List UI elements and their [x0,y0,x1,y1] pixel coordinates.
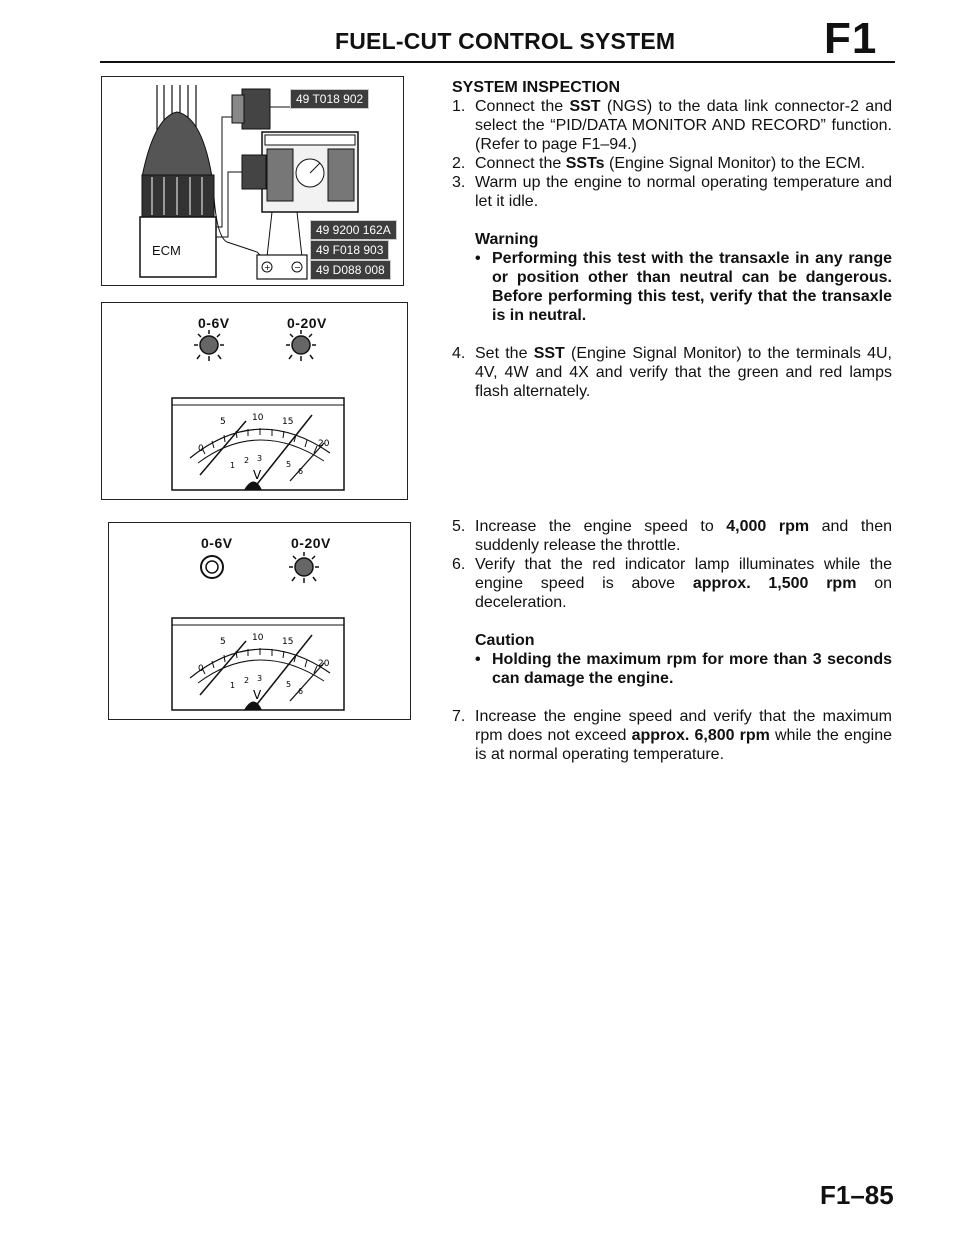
step-7-number: 7. [452,708,466,725]
meter-inner-3: 3 [257,674,263,683]
voltmeter-icon [172,618,344,710]
step-6-text: Verify that the red indicator lamp illuminates while the engine speed is above approx. 1,500 rpm on deceleration. [475,556,892,611]
red-lamp-flashing-icon [289,552,319,583]
step-7-text: Increase the engine speed and verify that the maximum rpm does not exceed approx. 6,800 rpm while the engine is at normal operating temperature. [475,708,892,763]
meter-inner-1: 1 [230,681,236,690]
step-3-number: 3. [452,174,466,191]
step-5-text: Increase the engine speed to 4,000 rpm and then suddenly release the throttle. [475,518,892,554]
inspection-text-bottom [452,517,892,764]
meter-figure-alternating [101,302,408,500]
meter-scale-10: 10 [252,633,264,643]
step-1-text: Connect the SST (NGS) to the data link connector-2 and select the “PID/DATA MONITOR AND RECORD” function. (Refer to page F1–94.) [475,98,892,153]
meter-scale-0: 0 [198,444,204,454]
step-2-text: Connect the SSTs (Engine Signal Monitor) to the ECM. [475,155,866,172]
page-title: FUEL-CUT CONTROL SYSTEM [335,28,676,54]
svg-text:+: + [264,263,271,272]
tool-tag-3: 49 F018 903 [310,240,389,260]
bullet-dot: • [475,250,481,267]
meter-scale-15: 15 [282,417,294,427]
meter-inner-5: 5 [286,460,292,469]
meter-scale-15: 15 [282,637,294,647]
red-lamp-flashing-icon [286,330,316,361]
meter-unit: V [253,468,262,482]
step-2-number: 2. [452,155,466,172]
caution-title: Caution [475,632,535,649]
caution-bullet [475,650,892,688]
warning-text: Performing this test with the transaxle in any range or position other than neutral can be dangerous. Before performing this test, verify that the transaxle is in neutral. [492,250,892,324]
left-meter-label: 0-6V [198,315,230,331]
section-heading: SYSTEM INSPECTION [452,79,621,96]
tool-tag-1: 49 T018 902 [290,89,369,109]
step-6-number: 6. [452,556,466,573]
warning-title: Warning [475,231,539,248]
inspection-text-top [452,78,892,401]
meter-inner-2: 2 [244,676,250,685]
warning-bullet [475,249,892,325]
meter-scale-20: 20 [318,439,330,449]
header-rule [100,61,895,63]
meter-unit: V [253,688,262,702]
meter-scale-5: 5 [220,417,226,427]
meter-scale-10: 10 [252,413,264,423]
step-4 [452,344,892,401]
right-meter-label: 0-20V [291,535,331,551]
page-number: F1–85 [820,1180,894,1210]
meter-figure-deceleration [108,522,411,720]
step-6 [452,555,892,612]
section-code: F1 [824,14,878,63]
step-5 [452,517,892,555]
meter-drawing-3 [109,523,410,719]
meter-inner-1: 1 [230,461,236,470]
meter-inner-6: 6 [298,467,304,476]
step-4-text: Set the SST (Engine Signal Monitor) to the terminals 4U, 4V, 4W and 4X and verify that the green and red lamps flash alternately. [475,345,892,400]
step-4-number: 4. [452,345,466,362]
meter-scale-0: 0 [198,664,204,674]
meter-inner-3: 3 [257,454,263,463]
meter-inner-5: 5 [286,680,292,689]
step-1-number: 1. [452,98,466,115]
tool-tag-2: 49 9200 162A [310,220,397,240]
step-3-text: Warm up the engine to normal operating temperature and let it idle. [475,174,892,210]
caution-text: Holding the maximum rpm for more than 3 seconds can damage the engine. [492,651,892,687]
meter-inner-6: 6 [298,687,304,696]
bullet-dot: • [475,651,481,668]
left-meter-label: 0-6V [201,535,233,551]
step-3 [452,173,892,211]
step-5-number: 5. [452,518,466,535]
step-7 [452,707,892,764]
voltmeter-icon [172,398,344,490]
step-1 [452,97,892,154]
right-meter-label: 0-20V [287,315,327,331]
ecm-label: ECM [152,243,181,258]
green-lamp-flashing-icon [194,330,224,361]
tool-tag-4: 49 D088 008 [310,260,391,280]
green-lamp-off-icon [201,556,223,578]
meter-inner-2: 2 [244,456,250,465]
svg-text:−: − [294,263,301,272]
meter-drawing-2 [102,303,407,499]
step-2 [452,154,892,173]
meter-scale-20: 20 [318,659,330,669]
meter-scale-5: 5 [220,637,226,647]
connection-diagram [101,76,404,286]
